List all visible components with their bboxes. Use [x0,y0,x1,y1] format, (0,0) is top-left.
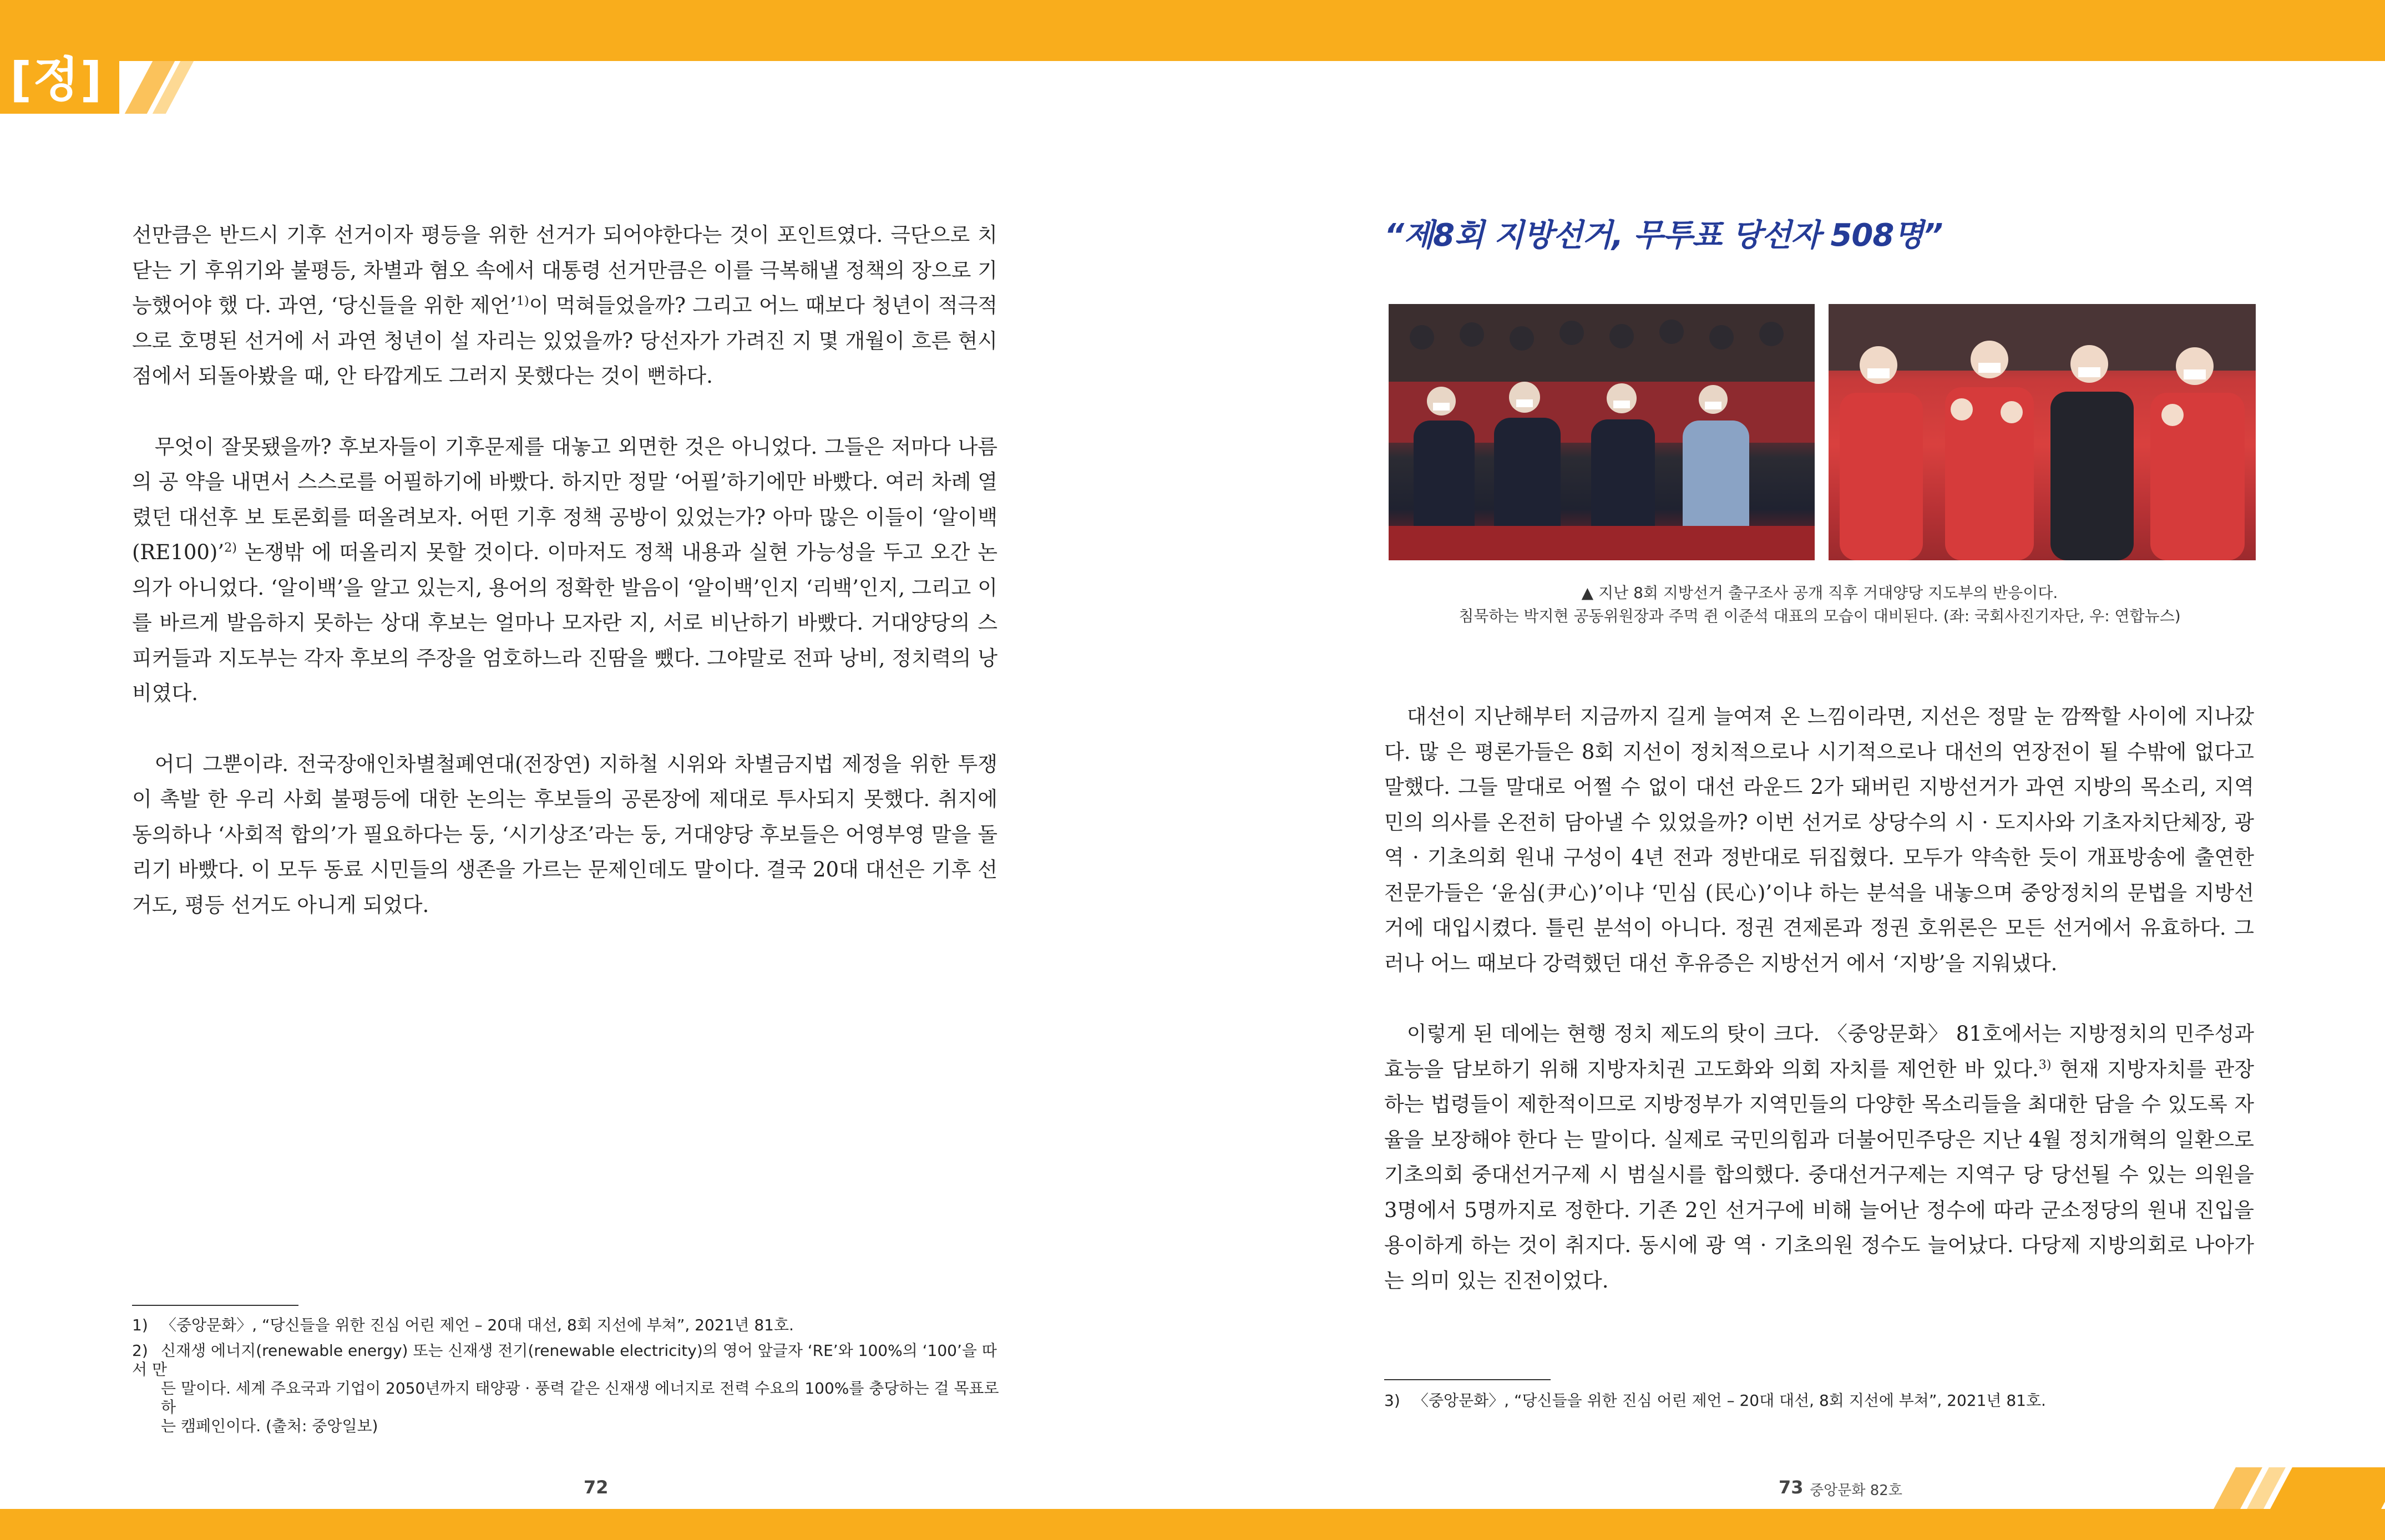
text-line: 무엇이 잘못됐을까? 후보자들이 기후문제를 대놓고 외면한 것은 아니었다. 그들은 저마다 나름의 공 [132,434,997,494]
footnote-rule [132,1305,298,1306]
text-line: 에서 ‘지방’을 지워냈다. [1846,951,2058,975]
footnote-rule [1384,1379,1551,1380]
text-line: 견제론과 정권 호위론은 모든 선거에서 유효하다. 그러나 어느 때보다 강력했던 대선 후유증은 지방선거 [1384,916,2254,975]
photo-left [1389,304,1815,560]
footnote-ref: 2) [224,540,237,555]
footnote-text: 신재생 에너지(renewable energy) 또는 신재생 전기(renewable electricity)의 영어 앞글자 ‘RE’와 100%의 ‘100’을 따서 만 [132,1341,997,1379]
footnote-text: 는 캠페인이다. (출처: 중앙일보) [161,1417,378,1435]
text-line: 에 떠올리지 못할 것이다. 이마저도 정책 내용과 실현 가능성을 두고 오간 논의가 아니었다. ‘알이백’을 [132,540,997,600]
photo-left-illustration [1389,304,1815,560]
footnote-number: 3) [1384,1391,1400,1410]
footnote-2 [132,1341,1003,1436]
text-line: 말대로 어쩔 수 없이 대선 라운드 2가 돼버린 지방선거가 과연 지방의 목소리, 지역민의 의사를 온전히 [1384,775,2255,834]
top-color-bar [0,0,2385,61]
text-line: 선만큼은 반드시 기후 선거이자 평등을 위한 선거가 되어야한다는 것이 포인트였다. 극단으로 치닫는 기 [132,223,997,282]
text-line: 은 평론가들은 8회 지선이 정치적으로나 시기적으로나 대선의 연장전이 될 수밖에 없다고 말했다. 그들 [1384,739,2254,799]
text-line: 담보하기 위해 지방자치권 고도화와 의회 자치를 제언한 바 있다. [1451,1057,2039,1081]
paragraph [132,747,997,923]
footnote-number: 2) [132,1341,148,1360]
photo-right [1829,304,2256,560]
section-tab-label: [정] [10,52,103,108]
text-line: 역 · 기초의원 정수도 늘어났다. 다당제 지방의회로 나아가는 의미 있는 진전이었다. [1384,1233,2255,1293]
text-line: 제한적이므로 지방정부가 지역민들의 다양한 목소리들을 최대한 담을 수 있도록 자율을 보장해야 한다 [1384,1092,2254,1152]
text-line: 보 토론회를 떠올려보자. 어떤 기후 정책 공방이 있었는가? 아마 많은 이들이 ‘알이백(RE100)’ [132,505,997,564]
text-line: 4년 전과 정반대로 뒤집혔다. 모두가 약속한 듯이 개표방송에 출연한 전문가들은 ‘윤심(尹心)’이냐 ‘민심 [1384,845,2254,905]
paragraph [132,217,997,394]
footnote-text: 〈중앙문화〉, “당신들을 위한 진심 어린 제언 – 20대 대선, 8회 지선에 부쳐”, 2021년 81호. [161,1316,794,1334]
text-line: 논쟁밖 [236,540,304,564]
text-line: 이렇게 된 데에는 현행 정치 제도의 탓이 크다. 〈중앙문화〉 81호에서는 지방정치의 민주성과 효능을 [1384,1022,2254,1081]
issue-label: 중앙문화 82호 [1810,1482,1902,1499]
text-line: 범실시를 합의했다. 중대선거구제는 지역구 당 당선될 수 있는 의원을 3명에서 5명까지로 정한다. 기존 [1384,1163,2254,1222]
page-number-right: 73 [1779,1477,1804,1498]
right-body-text [1384,699,2254,1298]
text-line: 서 과연 청년이 설 자리는 있었을까? 당선자가 가려진 지 몇 개월이 흐른 현시점에서 되돌아봤을 때, 안 [132,328,997,388]
text-line: 는 말이다. 실제로 국민의힘과 더불어민주당은 지난 4월 정치개혁의 일환으로 기초의회 중대선거구제 시 [1384,1127,2254,1187]
text-line: 시민들의 생존을 가르는 문제인데도 말이다. 결국 20대 대선은 기후 선거도, 평등 선거도 아니게 되었다. [132,858,997,917]
footnote-text: 든 말이다. 세계 주요국과 기업이 2050년까지 태양광 · 풍력 같은 신재생 에너지로 전력 수요의 100%를 충당하는 걸 목표로 하 [161,1379,999,1416]
text-line: 엄호하느라 진땀을 뺐다. 그야말로 전파 낭비, 정치력의 낭비였다. [132,646,998,705]
text-line: 현재 지방자치를 관장하는 법령들이 [1384,1057,2254,1116]
text-line: 후위기와 불평등, 차별과 혐오 속에서 대통령 선거만큼은 이를 극복해낼 정책의 장으로 기능했어야 했 [132,258,997,317]
photo-right-illustration [1829,304,2256,560]
left-body-text [132,217,997,923]
page-number-left: 72 [584,1477,609,1498]
text-line: 타깝게도 그러지 못했다는 것이 뻔하다. [363,364,713,388]
text-line: 약을 내면서 스스로를 어필하기에 바빴다. 하지만 정말 ‘어필’하기에만 바빴다. 여러 차례 열렸던 대선후 [132,470,997,529]
paragraph [132,429,997,711]
paragraph [1384,1016,2254,1298]
footnote-ref: 3) [2038,1057,2052,1072]
text-line: 한 우리 사회 불평등에 대한 논의는 후보들의 공론장에 제대로 투사되지 못했다. 취지에 동의하나 ‘사회적 [132,787,997,847]
footnote-3 [1384,1391,2255,1410]
bottom-color-bar [0,1509,2385,1540]
text-line: 알고 있는지, 용어의 정확한 발음이 ‘알이백’인지 ‘리백’인지, 그리고 이를 바르게 발음하지 못하는 상대 [132,575,998,635]
text-line: 다. 과연, ‘당신들을 위한 제언’ [245,293,517,317]
section-heading: “제8회 지방선거, 무투표 당선자 508명” [1384,217,1943,254]
paragraph [1384,699,2254,981]
section-tab [0,0,144,114]
photo-caption-line-1: ▲ 지난 8회 지방선거 출구조사 공개 직후 거대양당 지도부의 반응이다. [1581,584,2058,602]
text-line: 이 먹혀들었을까? 그리고 어느 때보다 청년이 적극적으로 호명된 선거에 [132,293,997,353]
text-line: (民心)’이냐 하는 분석을 내놓으며 중앙정치의 문법을 지방선거에 대입시켰다. 틀린 분석이 아니다. 정권 [1384,880,2254,940]
footnote-1 [132,1316,1003,1335]
text-line: 합의’가 필요하다는 둥, ‘시기상조’라는 둥, 거대양당 후보들은 어영부영 말을 돌리기 바빴다. 이 모두 동료 [132,822,997,882]
photo-caption-line-2: 침묵하는 박지현 공동위원장과 주먹 쥔 이준석 대표의 모습이 대비된다. (좌: 국회사진기자단, 우: 연합뉴스) [1459,607,2181,625]
footnote-text: 〈중앙문화〉, “당신들을 위한 진심 어린 제언 – 20대 대선, 8회 지선에 부쳐”, 2021년 81호. [1413,1391,2046,1410]
decor-stripe [2270,1467,2385,1509]
text-line: 2인 선거구에 비해 늘어난 정수에 따라 군소정당의 원내 진입을 용이하게 하는 것이 취지다. 동시에 광 [1384,1198,2255,1257]
text-line: 담아낼 수 있었을까? 이번 선거로 상당수의 시 · 도지사와 기초자치단체장, 광역 · 기초의회 원내 구성이 [1384,810,2254,869]
footnote-number: 1) [132,1316,148,1334]
footnote-ref: 1) [516,293,529,308]
text-line: 후보는 얼마나 모자란 지, 서로 비난하기 바빴다. 거대양당의 스피커들과 지도부는 각자 후보의 주장을 [132,611,997,670]
text-line: 대선이 지난해부터 지금까지 길게 늘여져 온 느낌이라면, 지선은 정말 눈 깜짝할 사이에 지나갔다. 많 [1384,705,2254,764]
text-line: 어디 그뿐이랴. 전국장애인차별철폐연대(전장연) 지하철 시위와 차별금지법 제정을 위한 투쟁이 촉발 [132,752,997,811]
